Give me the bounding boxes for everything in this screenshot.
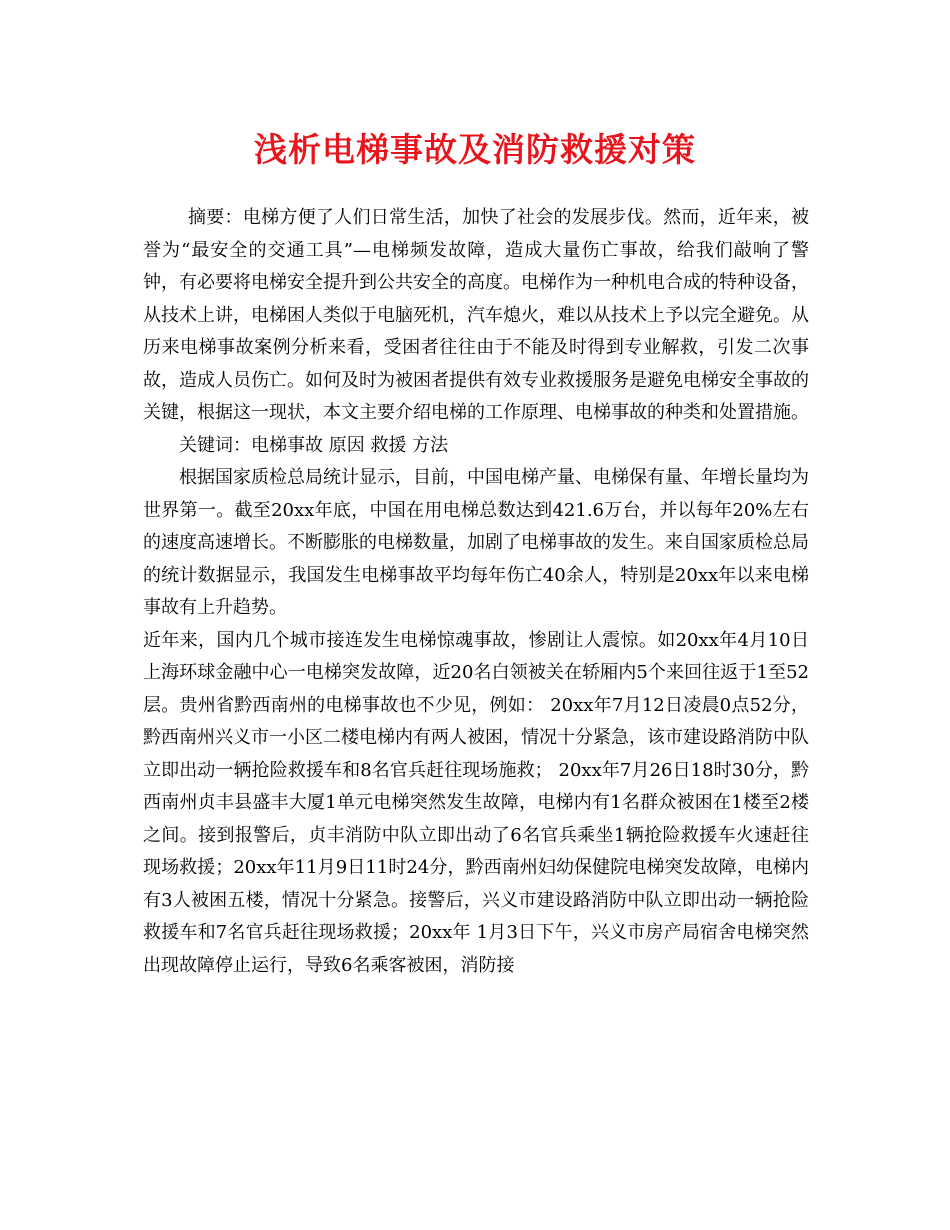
statistics-paragraph: 根据国家质检总局统计显示，目前，中国电梯产量、电梯保有量、年增长量均为世界第一。截至20xx年底，中国在用电梯总数达到421.6万台，并以每年20%左右的速度高速增长。不断膨胀的电梯数量，加剧了电梯事故的发生。来自国家质检总局的统计数据显示，我国发生电梯事故平均每年伤亡40余人，特别是20xx年以来电梯事故有上升趋势。: [143, 467, 809, 618]
keywords-paragraph: 关键词：电梯事故 原因 救援 方法: [179, 434, 449, 456]
abstract-paragraph: 摘要：电梯方便了人们日常生活，加快了社会的发展步伐。然而，近年来，被誉为“最安全的交通工具”—电梯频发故障，造成大量伤亡事故，给我们敲响了警钟，有必要将电梯安全提升到公共安全的高度。电梯作为一种机电合成的特种设备，从技术上讲，电梯困人类似于电脑死机，汽车熄火，难以从技术上予以完全避免。从历来电梯事故案例分析来看，受困者往往由于不能及时得到专业解救，引发二次事故，造成人员伤亡。如何及时为被困者提供有效专业救援服务是避免电梯安全事故的关键，根据这一现状，本文主要介绍电梯的工作原理、电梯事故的种类和处置措施。: [143, 207, 809, 423]
document-body: [143, 202, 809, 982]
incidents-paragraph: 近年来，国内几个城市接连发生电梯惊魂事故，惨剧让人震惊。如20xx年4月10日上海环球金融中心一电梯突发故障，近20名白领被关在轿厢内5个来回往返于1至52层。贵州省黔西南州的电梯事故也不少见，例如： 20xx年7月12日凌晨0点52分，黔西南州兴义市一小区二楼电梯内有两人被困，情况十分紧急，该市建设路消防中队立即出动一辆抢险救援车和8名官兵赶往现场施救； 20xx年7月26日18时30分，黔西南州贞丰县盛丰大厦1单元电梯突然发生故障，电梯内有1名群众被困在1楼至2楼之间。接到报警后，贞丰消防中队立即出动了6名官兵乘坐1辆抢险救援车火速赶往现场救援；20xx年11月9日11时24分，黔西南州妇幼保健院电梯突发故障，电梯内有3人被困五楼，情况十分紧急。接警后，兴义市建设路消防中队立即出动一辆抢险救援车和7名官兵赶往现场救援；20xx年 1月3日下午，兴义市房产局宿舍电梯突然出现故障停止运行，导致6名乘客被困，消防接: [143, 629, 809, 976]
document-title: 浅析电梯事故及消防救援对策: [254, 130, 696, 169]
